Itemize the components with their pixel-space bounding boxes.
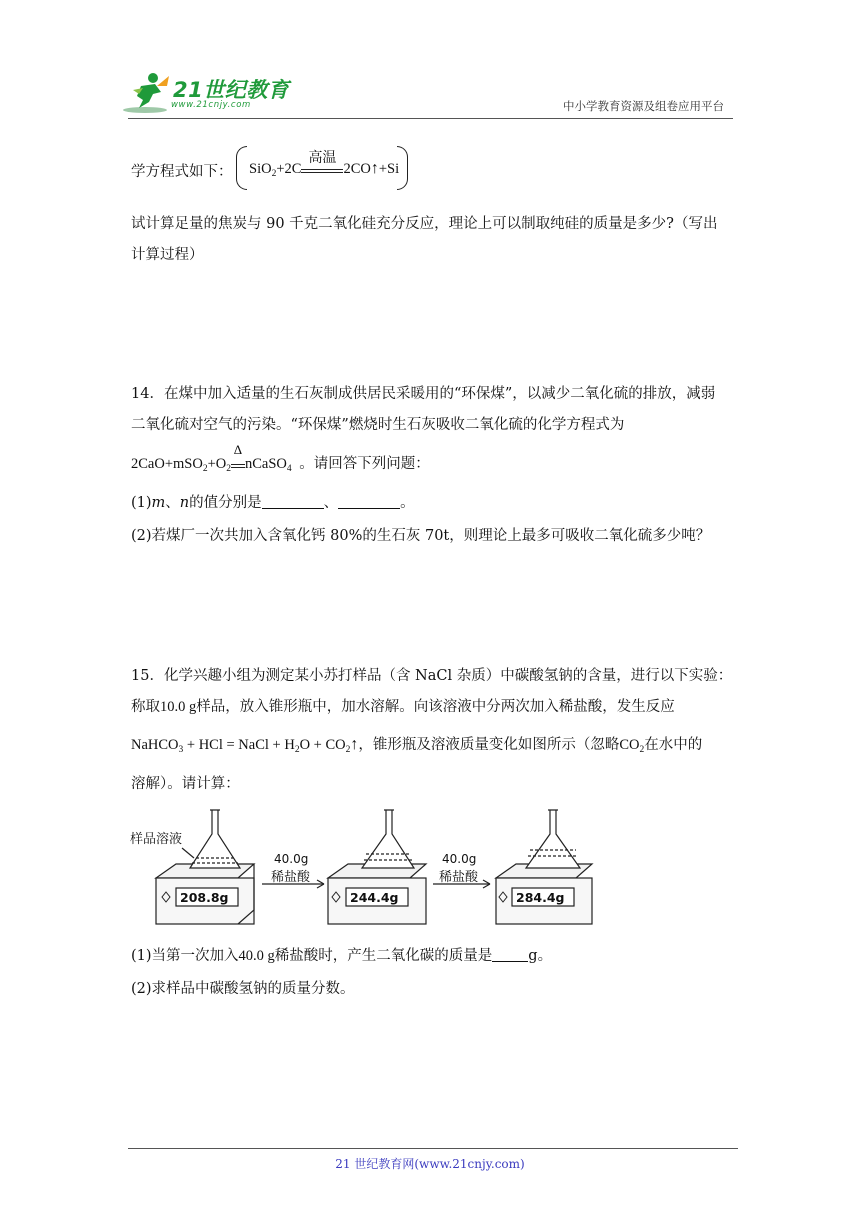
q14-line2: 二氧化硫对空气的污染。“环保煤”燃烧时生石灰吸收二氧化硫的化学方程式为 bbox=[131, 417, 625, 433]
q15-line1: 15．化学兴趣小组为测定某小苏打样品（含 NaCl 杂质）中碳酸氢钠的含量，进行以下实验： bbox=[131, 668, 733, 684]
flask-scale-diagram bbox=[128, 808, 598, 928]
q15-line3-end: 在水中的 bbox=[644, 737, 703, 753]
experiment-figure bbox=[128, 808, 598, 928]
q15-line2 bbox=[131, 695, 675, 716]
scale3-reading: 284.4g bbox=[516, 890, 565, 905]
eq-sub: 4 bbox=[286, 464, 292, 474]
site-logo[interactable] bbox=[123, 70, 303, 116]
q14-sep: 、 bbox=[323, 495, 339, 511]
runner-logo-icon bbox=[123, 70, 173, 116]
q14-eq-after: 。请回答下列问题： bbox=[299, 456, 430, 472]
q15-line2-b: 样品，放入锥形瓶中，加水溶解。向该溶液中分两次加入稀盐酸，发生反应 bbox=[196, 699, 675, 715]
answer-blank-m[interactable] bbox=[262, 494, 324, 509]
answer-blank-n[interactable] bbox=[338, 494, 400, 509]
answer-blank-co2[interactable] bbox=[492, 947, 528, 962]
eq-condition-arrow bbox=[301, 151, 343, 173]
footer-divider bbox=[128, 1148, 738, 1149]
gas-arrow-icon: ↑ bbox=[370, 160, 379, 177]
q15-line2-a: 称取 bbox=[131, 699, 160, 715]
header-divider bbox=[128, 118, 733, 119]
q14-line1: 14．在煤中加入适量的生石灰制成供居民采暖用的“环保煤”，以减少二氧化硫的排放，减弱 bbox=[131, 386, 716, 402]
q15-equation-line bbox=[131, 733, 702, 755]
var-n: n bbox=[179, 495, 190, 511]
q14-sep: 、 bbox=[165, 495, 180, 511]
eq-mid: + HCl = NaCl + H bbox=[183, 737, 295, 753]
q15-sub1-b: 稀盐酸时，产生二氧化碳的质量是 bbox=[274, 948, 493, 964]
sample-solution-label: 样品溶液 bbox=[130, 828, 182, 847]
q15-sub2: (2)求样品中碳酸氢钠的质量分数。 bbox=[131, 981, 355, 997]
gas-arrow-icon: ↑ bbox=[350, 736, 359, 753]
eq-sio2: SiO bbox=[249, 161, 272, 177]
eq-2c: +2C bbox=[276, 161, 302, 177]
q15-sample-mass: 10.0 g bbox=[160, 699, 197, 715]
heat-delta-icon: Δ bbox=[233, 442, 243, 457]
scale1-reading: 208.8g bbox=[180, 890, 229, 905]
scale2-reading: 244.4g bbox=[350, 890, 399, 905]
q13-equation-box bbox=[236, 146, 408, 190]
q14-equation bbox=[131, 442, 430, 474]
eq-sub: 2 bbox=[639, 745, 645, 755]
acid-step2-mass: 40.0g bbox=[442, 852, 477, 866]
eq-sub: 2 bbox=[294, 745, 300, 755]
q15-sub1 bbox=[131, 944, 552, 965]
q15-sub1-mass: 40.0 g bbox=[238, 948, 275, 964]
q14-sub1-prefix: (1) bbox=[131, 495, 152, 511]
eq-si: +Si bbox=[378, 161, 400, 177]
q15-line3-after: ，锥形瓶及溶液质量变化如图所示（忽略 bbox=[358, 737, 620, 753]
logo-url: www.21cnjy.com bbox=[171, 100, 251, 110]
eq-sub: 2 bbox=[345, 745, 351, 755]
q13-equation bbox=[249, 151, 400, 179]
eq-2co: 2CO bbox=[343, 161, 371, 177]
q13-prefix: 学方程式如下： bbox=[131, 164, 233, 180]
q15-sub1-end: g。 bbox=[528, 948, 553, 964]
acid-step1-mass: 40.0g bbox=[274, 852, 309, 866]
q14-sub1-end: 。 bbox=[400, 495, 415, 511]
eq-caso4: nCaSO bbox=[244, 456, 287, 472]
eq-cao-so2: 2CaO+mSO bbox=[131, 456, 203, 472]
q14-sub2: (2)若煤厂一次共加入含氧化钙 80%的生石灰 70t，则理论上最多可吸收二氧化硫多少吨？ bbox=[131, 528, 711, 544]
eq-sub: 2 bbox=[226, 464, 231, 474]
eq-condition-text: 高温 bbox=[308, 151, 337, 166]
q13-question-line1: 试计算足量的焦炭与 90 千克二氧化硅充分反应，理论上可以制取纯硅的质量是多少?（写出 bbox=[131, 216, 718, 232]
eq-heat-equals bbox=[231, 442, 245, 468]
left-paren bbox=[236, 146, 247, 190]
eq-co2: CO bbox=[619, 737, 640, 753]
eq-mid2: O + CO bbox=[299, 737, 346, 753]
acid-step2-name: 稀盐酸 bbox=[439, 870, 479, 885]
eq-sub: 2 bbox=[271, 169, 277, 179]
eq-sub: 2 bbox=[202, 464, 208, 474]
q14-sub1-text: 的值分别是 bbox=[189, 495, 262, 511]
footer-link[interactable]: 21 世纪教育网(www.21cnjy.com) bbox=[335, 1157, 525, 1171]
q15-sub1-a: (1)当第一次加入 bbox=[131, 948, 239, 964]
eq-o2: +O bbox=[207, 456, 227, 472]
q13-question-line2: 计算过程） bbox=[131, 247, 204, 263]
eq-sub: 3 bbox=[178, 745, 184, 755]
var-m: m bbox=[151, 495, 166, 511]
q14-sub1 bbox=[131, 491, 415, 512]
acid-step1-name: 稀盐酸 bbox=[271, 870, 311, 885]
q15-line4: 溶解）。请计算： bbox=[131, 776, 240, 792]
eq-nahco3: NaHCO bbox=[131, 737, 179, 753]
logo-text: 21世纪教育 bbox=[173, 78, 290, 102]
header-platform-text: 中小学教育资源及组卷应用平台 bbox=[563, 99, 724, 113]
